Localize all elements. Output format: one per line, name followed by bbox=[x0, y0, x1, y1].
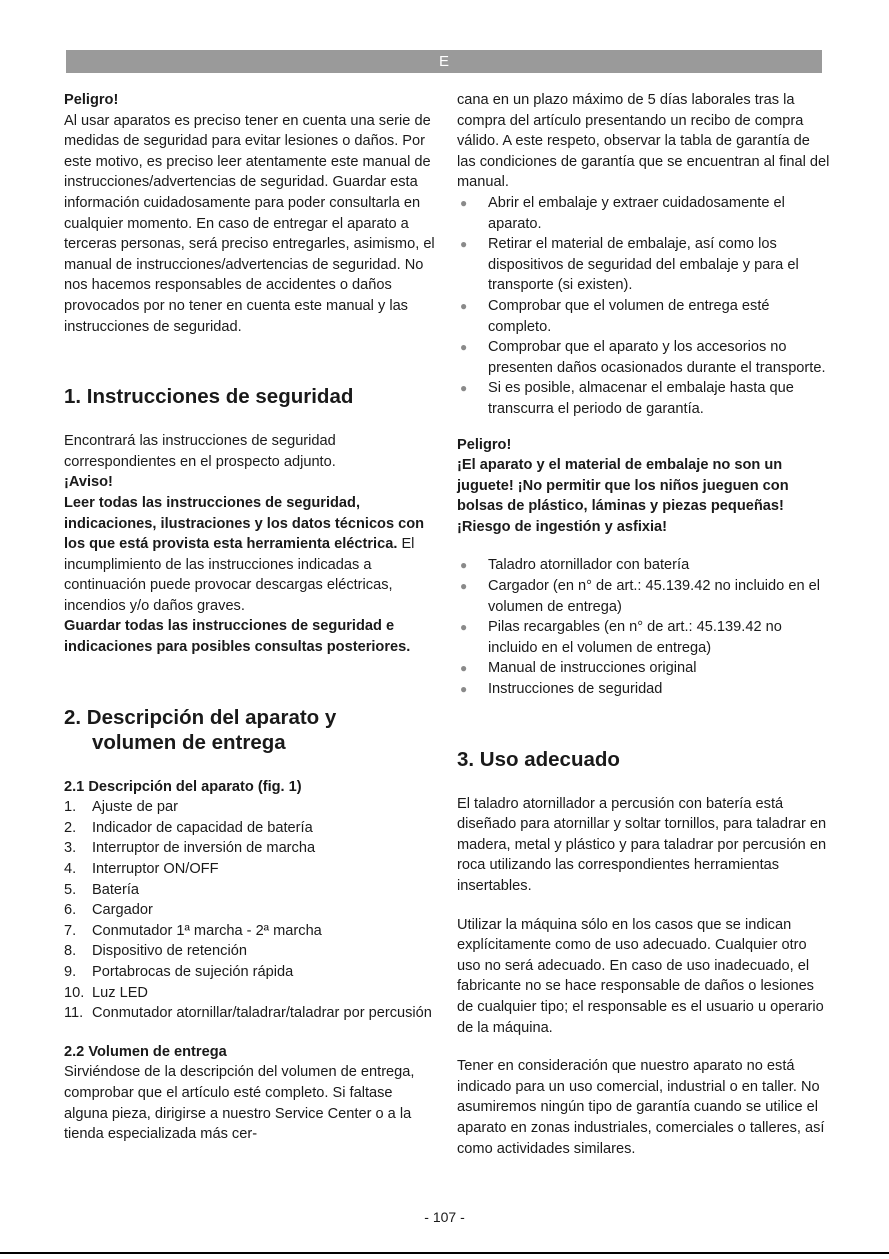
list-item bbox=[457, 658, 832, 679]
list-item bbox=[64, 818, 436, 839]
bullet-icon: ● bbox=[460, 298, 468, 313]
item-label: Batería bbox=[92, 881, 140, 898]
section2-heading bbox=[64, 705, 436, 755]
item-label: Cargador bbox=[92, 902, 153, 919]
list-item bbox=[457, 337, 832, 378]
section2-heading-line2: volumen de entrega bbox=[92, 730, 286, 754]
item-number: 5. bbox=[64, 881, 77, 898]
list-item bbox=[64, 838, 436, 859]
bullet-icon: ● bbox=[460, 237, 468, 252]
list-item bbox=[64, 1003, 436, 1024]
item-number: 9. bbox=[64, 964, 77, 980]
bullet-icon: ● bbox=[460, 558, 468, 573]
item-number: 4. bbox=[64, 861, 77, 878]
continued-text: cana en un plazo máximo de 5 días laborales tras la compra del artículo presentando un recibo de compra válido. A este respeto, observar la tabla de garantía de las condiciones de garantía que se encuentran al final del manual. bbox=[457, 92, 830, 191]
item-number: 3. bbox=[64, 840, 77, 857]
item-label: Comprobar que el aparato y los accesorios no presenten daños ocasionados durante el transporte. bbox=[488, 339, 826, 376]
item-number: 7. bbox=[64, 922, 77, 939]
bullet-icon: ● bbox=[460, 340, 468, 355]
bullet-icon: ● bbox=[460, 579, 468, 594]
warning-title: Peligro! bbox=[64, 92, 119, 108]
section2-heading-line1: 2. Descripción del aparato y bbox=[64, 705, 337, 729]
bottom-divider bbox=[0, 1252, 889, 1254]
item-label: Si es posible, almacenar el embalaje hasta que transcurra el periodo de garantía. bbox=[488, 380, 794, 417]
list-item bbox=[457, 193, 832, 234]
section1-text: Encontrará las instrucciones de seguridad correspondientes en el prospecto adjunto. bbox=[64, 433, 336, 470]
item-number: 11. bbox=[64, 1005, 84, 1022]
list-item bbox=[457, 234, 832, 296]
section3-paragraph-3: Tener en consideración que nuestro aparato no está indicado para un uso comercial, industrial o en taller. No asumiremos ningún tipo de garantía cuando se utilice el aparato en zonas industriales, comerciales o talleres, así como actividades similares. bbox=[457, 1058, 825, 1157]
bullet-icon: ● bbox=[460, 682, 468, 697]
aviso-text: El incumplimiento de las instrucciones indicadas a continuación puede provocar descargas eléctricas, incendios y/o daños graves. bbox=[64, 536, 415, 614]
item-label: Interruptor ON/OFF bbox=[92, 861, 219, 878]
item-label: Instrucciones de seguridad bbox=[488, 681, 663, 698]
item-label: Abrir el embalaje y extraer cuidadosamente el aparato. bbox=[488, 194, 785, 232]
list-item bbox=[64, 859, 436, 880]
item-label: Comprobar que el volumen de entrega esté completo. bbox=[488, 297, 770, 335]
right-column bbox=[457, 90, 832, 1159]
list-item bbox=[64, 880, 436, 901]
item-label: Conmutador atornillar/taladrar/taladrar por percusión bbox=[92, 1005, 432, 1022]
item-label: Taladro atornillador con batería bbox=[488, 557, 690, 574]
aviso-bold: Leer todas las instrucciones de seguridad, indicaciones, ilustraciones y los datos técnicos con los que está provista esta herramienta eléctrica. bbox=[64, 494, 425, 553]
list-item bbox=[457, 679, 832, 700]
left-column bbox=[64, 90, 436, 1145]
section3-paragraph-2: Utilizar la máquina sólo en los casos que se indican explícitamente como de uso adecuado. Cualquier otro uso no será adecuado. En caso de uso inadecuado, el fabricante no se hace responsable de daños o lesiones de cualquier tipo; el responsable es el usuario u operario de la máquina. bbox=[457, 916, 824, 1036]
language-bar bbox=[66, 50, 822, 73]
list-item bbox=[64, 962, 436, 983]
sub21-heading: 2.1 Descripción del aparato (fig. 1) bbox=[64, 778, 302, 795]
item-number: 8. bbox=[64, 943, 77, 960]
warning-text: Al usar aparatos es preciso tener en cuenta una serie de medidas de seguridad para evitar lesiones o daños. Por este motivo, es preciso leer atentamente este manual de instrucciones/advertencias de seguridad. Guardar esta información cuidadosamente para poder consultarla en cualquier momento. En caso de entregar el aparato a terceras personas, será preciso entregarles, asimismo, el manual de instrucciones/advertencias de seguridad. No nos hacemos responsables de accidentes o daños provocados por no tener en cuenta este manual y las instrucciones de seguridad. bbox=[64, 112, 435, 335]
list-item bbox=[457, 296, 832, 337]
list-item bbox=[457, 378, 832, 419]
parts-list bbox=[64, 797, 436, 1024]
item-label: Dispositivo de retención bbox=[92, 943, 247, 960]
item-label: Cargador (en n° de art.: 45.139.42 no incluido en el volumen de entrega) bbox=[488, 578, 820, 615]
bullet-icon: ● bbox=[460, 195, 468, 210]
item-label: Manual de instrucciones original bbox=[488, 660, 697, 677]
sub22-heading: 2.2 Volumen de entrega bbox=[64, 1043, 227, 1060]
item-label: Portabrocas de sujeción rápida bbox=[92, 964, 294, 980]
list-item bbox=[457, 555, 832, 576]
list-item bbox=[64, 941, 436, 962]
item-label: Luz LED bbox=[92, 984, 148, 1001]
bullet-icon: ● bbox=[460, 620, 468, 635]
danger-text: ¡El aparato y el material de embalaje no son un juguete! ¡No permitir que los niños jueguen con bolsas de plástico, láminas y piezas pequeñas! ¡Riesgo de ingestión y asfixia! bbox=[457, 457, 789, 535]
aviso-paragraph bbox=[64, 493, 436, 617]
list-item bbox=[64, 983, 436, 1004]
unpacking-steps bbox=[457, 193, 832, 420]
page-number: - 107 - bbox=[424, 1209, 465, 1225]
list-item bbox=[457, 576, 832, 617]
item-label: Interruptor de inversión de marcha bbox=[92, 840, 316, 857]
item-number: 6. bbox=[64, 902, 77, 919]
list-item bbox=[64, 900, 436, 921]
item-number: 1. bbox=[64, 799, 77, 816]
item-number: 10. bbox=[64, 984, 85, 1001]
list-item bbox=[457, 617, 832, 658]
section3-heading: 3. Uso adecuado bbox=[457, 747, 620, 771]
language-label: E bbox=[438, 53, 449, 70]
delivery-list bbox=[457, 555, 832, 699]
bullet-icon: ● bbox=[460, 661, 468, 676]
bullet-icon: ● bbox=[460, 381, 468, 396]
danger-title: Peligro! bbox=[457, 436, 512, 453]
item-label: Indicador de capacidad de batería bbox=[92, 819, 313, 836]
item-label: Conmutador 1ª marcha - 2ª marcha bbox=[92, 922, 322, 939]
item-label: Ajuste de par bbox=[92, 799, 178, 816]
list-item bbox=[64, 921, 436, 942]
list-item bbox=[64, 797, 436, 818]
section3-paragraph-1: El taladro atornillador a percusión con batería está diseñado para atornillar y soltar tornillos, para taladrar en madera, metal y plástico y para taladrar por percusión en roca utilizando las correspondientes herramientas insertables. bbox=[457, 795, 827, 894]
aviso-bold-2: Guardar todas las instrucciones de seguridad e indicaciones para posibles consultas posteriores. bbox=[64, 618, 411, 656]
item-label: Pilas recargables (en n° de art.: 45.139.42 no incluido en el volumen de entrega) bbox=[488, 619, 782, 656]
aviso-title: ¡Aviso! bbox=[64, 474, 113, 491]
item-number: 2. bbox=[64, 819, 77, 836]
sub22-text: Sirviéndose de la descripción del volumen de entrega, comprobar que el artículo esté completo. Si faltase alguna pieza, dirigirse a nuestro Service Center o a la tienda especializada más cer- bbox=[64, 1064, 415, 1143]
item-label: Retirar el material de embalaje, así como los dispositivos de seguridad del embalaje y para el transporte (si existen). bbox=[488, 236, 799, 294]
section1-heading: 1. Instrucciones de seguridad bbox=[64, 385, 354, 409]
